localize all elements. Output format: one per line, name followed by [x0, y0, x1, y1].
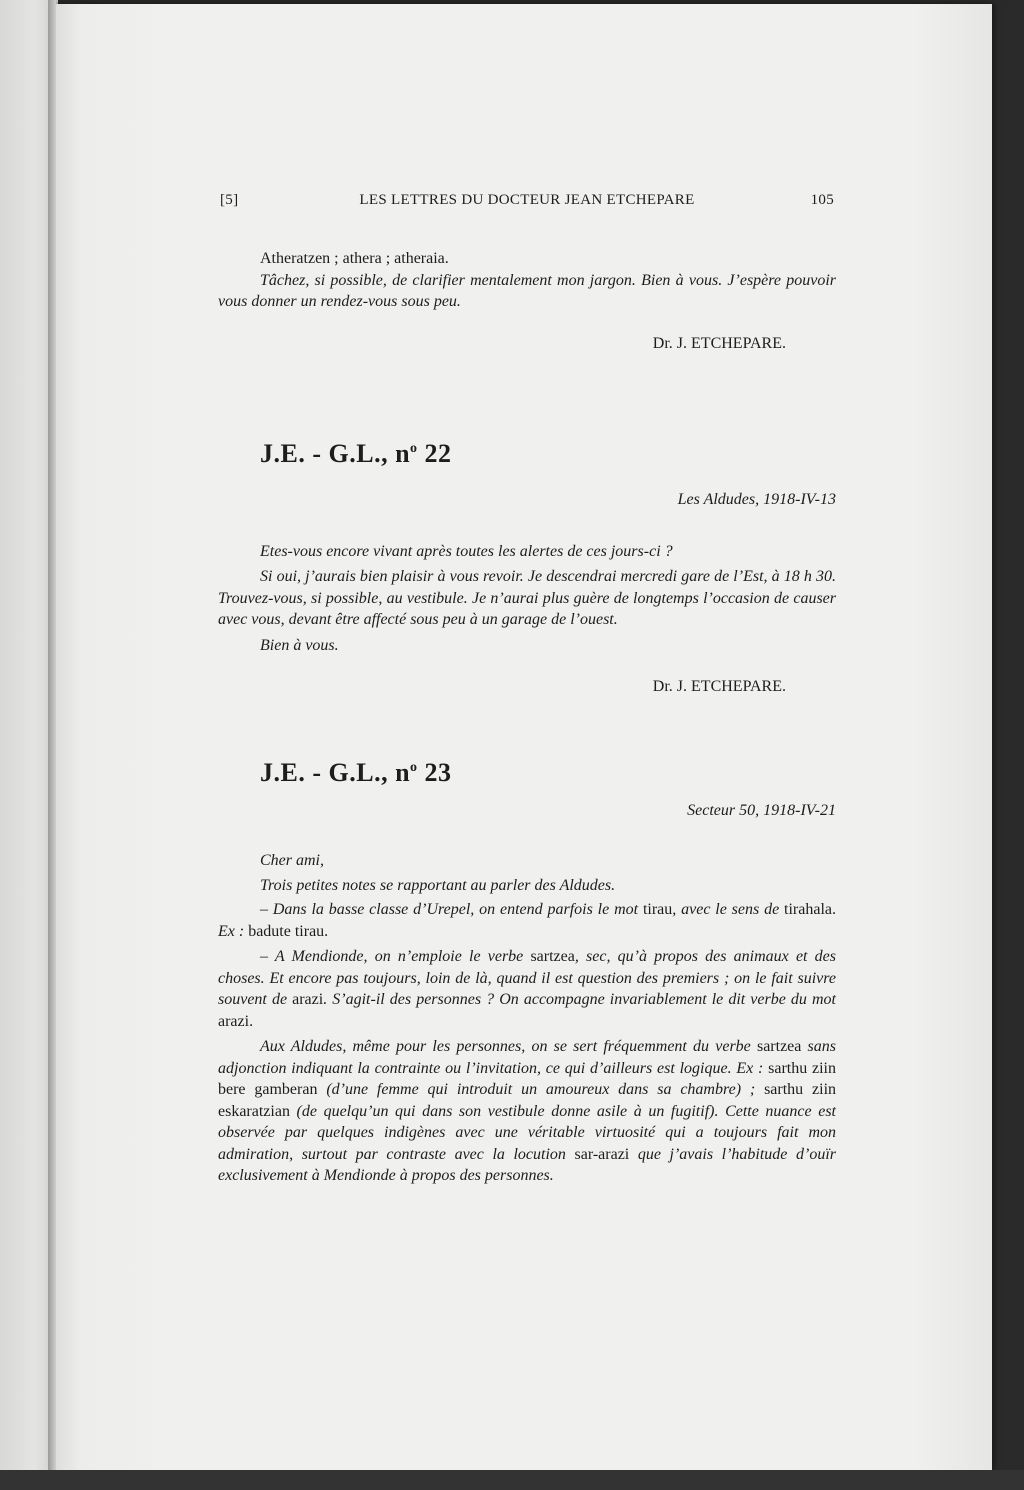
- note3-example-1: sarthu ziin bere gamberan: [218, 1059, 837, 1098]
- letter21-para2: Tâchez, si possible, de clarifier mentalement mon jargon. Bien à vous. J’espère pouvoir vous donner un rendez-vous sous peu.: [218, 271, 836, 310]
- note3-text-g: (de quelqu’un qui dans son vestibule donne asile à un fugitif). Cette nuance est observée par quelques indigènes avec une véritable virtuosité qui a toujours fait mon admiration, surtout par contraste avec la locution: [218, 1102, 836, 1163]
- note2-text-a: – A Mendionde, on n’emploie le verbe: [260, 948, 531, 965]
- note1-ex-label: Ex :: [218, 922, 249, 940]
- note2-term-arazi: arazi: [292, 991, 324, 1008]
- letter22-para3: Bien à vous.: [260, 636, 339, 654]
- page-number: 105: [810, 192, 834, 208]
- letter23-heading-main: J.E. - G.L., n: [260, 758, 411, 787]
- note3-term-sartzea: sartzea: [756, 1038, 802, 1055]
- letter22-heading-sup: o: [410, 440, 418, 456]
- letter23-dateline: Secteur 50, 1918-IV-21: [687, 802, 836, 819]
- letter22-para1: Etes-vous encore vivant après toutes les alertes de ces jours-ci ?: [260, 542, 673, 560]
- letter23-note2: [218, 946, 836, 1032]
- page-content: [218, 186, 836, 1187]
- note2-text-g: .: [249, 1012, 254, 1030]
- letter23-note1: [218, 899, 836, 942]
- note2-term-sartzea: sartzea: [530, 948, 575, 965]
- letter22-signature: Dr. J. ETCHEPARE.: [652, 678, 786, 695]
- note3-text-e: (d’une femme qui introduit un amoureux dans sa chambre) ;: [317, 1081, 765, 1098]
- letter23-heading: [218, 758, 836, 788]
- note1-text-a: – Dans la basse classe d’Urepel, on entend parfois le mot: [260, 901, 643, 918]
- letter22-heading-num: 22: [417, 438, 452, 468]
- note1-text-c: , avec le sens de: [672, 901, 785, 918]
- page-ref: [5]: [220, 192, 239, 208]
- note3-term-sar-arazi: sar-arazi: [574, 1145, 630, 1163]
- note1-example: badute tirau.: [248, 922, 329, 940]
- letter22-heading: [218, 439, 836, 469]
- note3-example-2: sarthu ziin eskaratzian: [218, 1081, 837, 1120]
- running-header: [218, 186, 836, 212]
- note3-text-i: que j’avais l’habitude d’ouïr exclusivement à Mendionde à propos des personnes.: [218, 1145, 836, 1184]
- note2-text-c: , sec, qu’à propos des animaux et des choses. Et encore pas toujours, loin de là, quand il est question des premiers ; on le fait suivre souvent de: [218, 948, 837, 1008]
- note3-text-c: sans adjonction indiquant la contrainte ou l’invitation, ce qui d’ailleurs est logique. Ex :: [218, 1038, 837, 1077]
- book-spine: [48, 0, 56, 1470]
- letter23-salutation: Cher ami,: [260, 852, 324, 869]
- note3-text-a: Aux Aldudes, même pour les personnes, on se sert fréquemment du verbe: [260, 1038, 757, 1055]
- letter21-signature: Dr. J. ETCHEPARE.: [652, 334, 786, 352]
- letter23-intro: Trois petites notes se rapportant au parler des Aldudes.: [260, 876, 616, 894]
- note2-term-arazi-2: arazi: [218, 1012, 250, 1030]
- letter22-dateline: Les Aldudes, 1918-IV-13: [677, 490, 836, 508]
- letter21-line1: Atheratzen ; athera ; atheraia.: [260, 250, 449, 267]
- letter22-para2: Si oui, j’aurais bien plaisir à vous revoir. Je descendrai mercredi gare de l’Est, à 18 h 30. Trouvez-vous, si possible, au vestibule. Je n’aurai plus guère de longtemps l’occasion de causer avec vous, devant être affecté sous peu à un garage de l’ouest.: [218, 568, 836, 628]
- running-title: LES LETTRES DU DOCTEUR JEAN ETCHEPARE: [359, 192, 695, 208]
- letter22-heading-main: J.E. - G.L., n: [260, 438, 411, 468]
- letter23-heading-sup: o: [410, 760, 418, 775]
- note2-text-e: . S’agit-il des personnes ? On accompagne invariablement le dit verbe du mot: [323, 991, 836, 1008]
- note1-term-tirahala: tirahala.: [784, 901, 836, 918]
- note1-term-tirau: tirau: [642, 901, 673, 918]
- background-strip: [0, 1470, 1024, 1490]
- letter23-note3: [218, 1036, 836, 1187]
- letter23-heading-num: 23: [417, 758, 452, 787]
